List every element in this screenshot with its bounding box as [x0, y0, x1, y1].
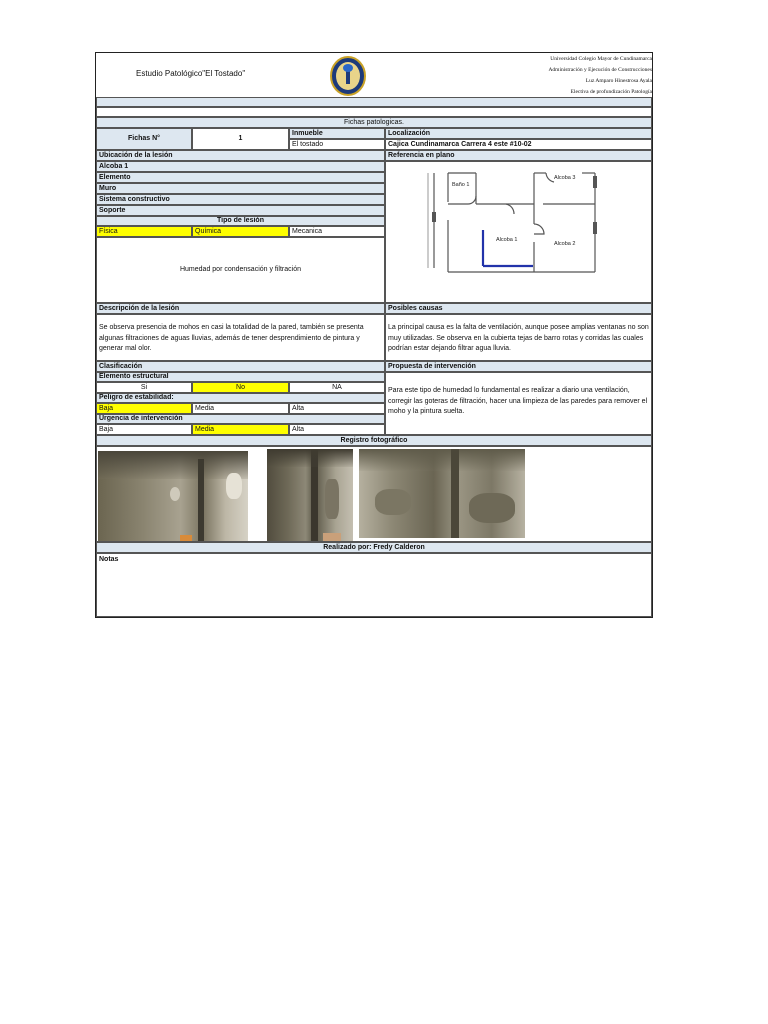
damage-photo-3 [359, 449, 525, 538]
notas-label: Notas [99, 556, 119, 563]
plan-label-alcoba1: Alcoba 1 [496, 237, 518, 243]
tipo-option-mecanica: Mecanica [289, 226, 385, 237]
peligro-label: Peligro de estabilidad: [96, 393, 385, 403]
clasificacion-label: Clasificación [96, 361, 385, 372]
peligro-option-alta: Alta [289, 403, 385, 414]
registro-label: Registro fotográfico [96, 435, 652, 446]
plan-label-bano1: Baño 1 [452, 182, 470, 188]
patology-sheet [95, 52, 653, 618]
urgencia-label: Urgencia de intervención [96, 414, 385, 424]
tipo-lesion-label: Tipo de lesión [96, 216, 385, 226]
inmueble-label: Inmueble [289, 128, 385, 139]
descripcion-text: Se observa presencia de mohos en casi la totalidad de la pared, también se presenta algunas filtraciones de aguas lluvias, además de tener desprendimiento de pintura y generar mal olor. [96, 314, 385, 361]
estructural-option-si: Si [96, 382, 192, 393]
blank-band-2 [96, 107, 652, 117]
inmueble-value: El tostado [289, 139, 385, 150]
damage-photo-2 [267, 449, 353, 541]
tipo-description: Humedad por condensación y filtración [96, 237, 385, 303]
course-line: Electiva de profundización Patología [570, 89, 652, 95]
document-title: Estudio Patológico"El Tostado" [136, 69, 246, 78]
institution-line: Universidad Colegio Mayor de Cundinamarca [550, 56, 652, 62]
program-line: Administración y Ejecución de Construcciones [548, 67, 652, 73]
ubicacion-row: Elemento [96, 172, 385, 183]
tipo-option-quimica: Química [192, 226, 289, 237]
plan-label-alcoba2: Alcoba 2 [554, 241, 576, 247]
estructural-option-na: NA [289, 382, 385, 393]
blank-band-1 [96, 97, 652, 107]
causas-text: La principal causa es la falta de ventilación, aunque posee amplias ventanas no son muy utilizadas. Se observa en la cubierta tejas de barro rotas y corridas las cuales podrían estar dejando filtrar agua lluvia. [385, 314, 652, 361]
urgencia-option-media: Media [192, 424, 289, 435]
plan-label-alcoba3: Alcoba 3 [554, 175, 576, 181]
ubicacion-row: Sistema constructivo [96, 194, 385, 205]
floor-plan [385, 161, 652, 303]
ubicacion-row: Alcoba 1 [96, 161, 385, 172]
ubicacion-row: Muro [96, 183, 385, 194]
causas-label: Posibles causas [385, 303, 652, 314]
notas-box [96, 553, 652, 617]
fichas-label: Fichas N° [96, 128, 192, 150]
localizacion-value: Cajica Cundinamarca Carrera 4 este #10-02 [385, 139, 652, 150]
institution-block [476, 54, 652, 98]
section-title: Fichas patologicas. [96, 117, 652, 128]
ubicacion-row: Soporte [96, 205, 385, 216]
estructural-option-no: No [192, 382, 289, 393]
realizado-label: Realizado por: Fredy Calderon [96, 542, 652, 553]
urgencia-option-baja: Baja [96, 424, 192, 435]
urgencia-option-alta: Alta [289, 424, 385, 435]
university-seal [330, 56, 366, 96]
propuesta-text: Para este tipo de humedad lo fundamental es realizar a diario una ventilación, corregir las goteras de filtración, hacer una limpieza de las paredes para remover el moho y la pintura suelta. [385, 372, 652, 435]
referencia-label: Referencia en plano [385, 150, 652, 161]
tipo-option-fisica: Física [96, 226, 192, 237]
damage-photo-1 [98, 451, 248, 541]
professor-line: Luz Amparo Hinestrosa Ayala [585, 78, 652, 84]
localizacion-label: Localización [385, 128, 652, 139]
ubicacion-label: Ubicación de la lesión [96, 150, 385, 161]
descripcion-label: Descripción de la lesión [96, 303, 385, 314]
elemento-estructural-label: Elemento estructural [96, 372, 385, 382]
propuesta-label: Propuesta de intervención [385, 361, 652, 372]
peligro-option-media: Media [192, 403, 289, 414]
fichas-value: 1 [192, 128, 289, 150]
peligro-option-baja: Baja [96, 403, 192, 414]
